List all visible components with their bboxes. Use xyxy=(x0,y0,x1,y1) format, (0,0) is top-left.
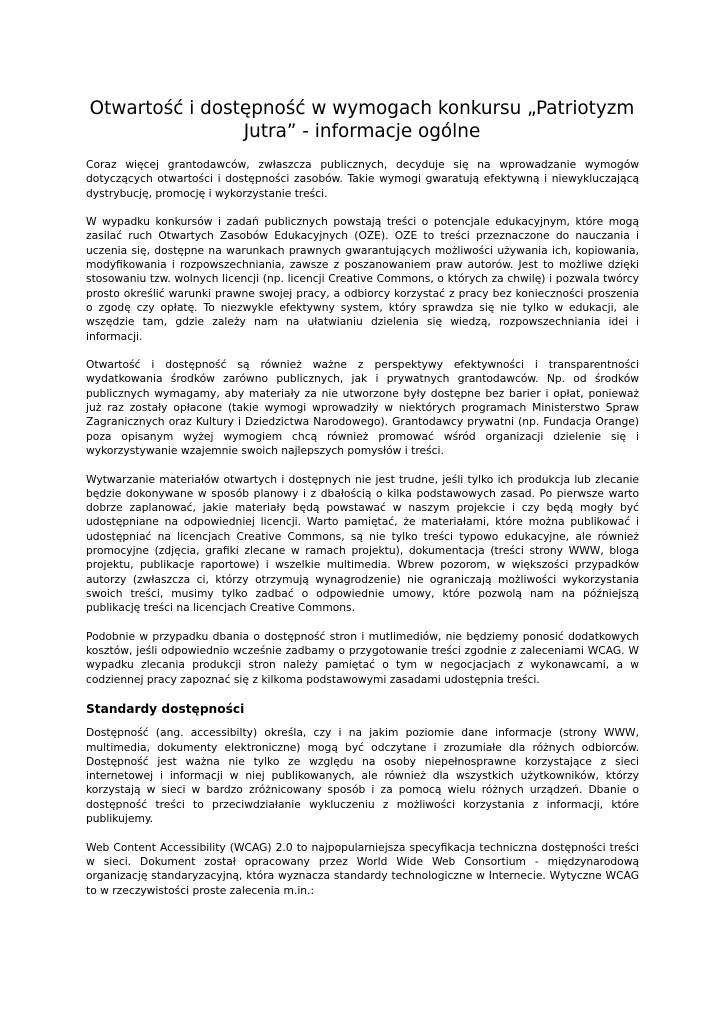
paragraph-accessibility-costs: Podobnie w przypadku dbania o dostępność stron i mutlimediów, nie będziemy ponosić dodatkowych kosztów, jeśli odpowiednio wcześnie zadbamy o przygotowanie treści zgodnie z zaleceniami WCAG. W wypadku zlecania produkcji stron należy pamiętać o tym w negocjacjach z wykonawcami, a w codziennej pracy zapoznać się z kilkoma podstawowymi zasadami udostępnia treści. xyxy=(86,629,639,686)
document-title: Otwartość i dostępność w wymogach konkursu „Patriotyzm Jutra” - informacje ogólne xyxy=(89,98,635,142)
paragraph-transparency: Otwartość i dostępność są również ważne z perspektywy efektywności i transparentności wydatkowania środków zarówno publicznych, jak i prywatnych grantodawców. Np. od środków publicznych wymagamy, aby materiały za nie utworzone były dostępne bez barier i opłat, ponieważ już raz zostały opłacone (takie wymogi wprowadziły w niektórych programach Ministerstwo Spraw Zagranicznych oraz Kultury i Dziedzictwa Narodowego). Grantodawcy prywatni (np. Fundacja Orange) poza opisanym wyżej wymogiem chcą również promować wśród organizacji dzielenie się i wykorzystywanie wzajemnie swoich najlepszych pomysłów i treści. xyxy=(86,358,639,457)
paragraph-wcag: Web Content Accessibility (WCAG) 2.0 to najpopularniejsza specyfikacja techniczna dostępności treści w sieci. Dokument został opracowany przez World Wide Web Consortium - międzynarodową organizację standaryzacyjną, która wyznacza standardy technologiczne w Internecie. Wytyczne WCAG to w rzeczywistości proste zalecenia m.in.: xyxy=(86,840,639,897)
paragraph-oze: W wypadku konkursów i zadań publicznych powstają treści o potencjale edukacyjnym, które mogą zasilać ruch Otwartych Zasobów Edukacyjnych (OZE). OZE to treści przeznaczone do nauczania i uczenia się, dostępne na warunkach prawnych gwarantujących możliwości używania ich, kopiowania, modyfikowania i rozpowszechniania, zawsze z poszanowaniem praw autorów. Jest to możliwe dzięki stosowaniu tzw. wolnych licencji (np. licencji Creative Commons, o których za chwilę) i pozwala twórcy prosto określić warunki prawne swojej pracy, a odbiorcy korzystać z pracy bez konieczności proszenia o zgodę czy opłatę. To niezwykle efektywny system, który sprawdza się nie tylko w edukacji, ale wszędzie tam, gdzie zależy nam na ułatwianiu dzielenia się wiedzą, rozpowszechniania idei i informacji. xyxy=(86,215,639,343)
paragraph-intro: Coraz więcej grantodawców, zwłaszcza publicznych, decyduje się na wprowadzanie wymogów dotyczących otwartości i dostępności zasobów. Takie wymogi gwaratują efektywną i niewykluczającą dystrybucję, promocję i wykorzystanie treści. xyxy=(86,158,639,200)
paragraph-production: Wytwarzanie materiałów otwartych i dostępnych nie jest trudne, jeśli tylko ich produkcja lub zlecanie będzie dokonywane w sposób planowy i z dbałością o kilka podstawowych zasad. Po pierwsze warto dobrze zaplanować, jakie materiały będą powstawać w naszym projekcie i czy będą mogły być udostępniane na odpowiedniej licencji. Warto pamiętać, że materiałami, które można publikować i udostępniać na licencjach Creative Commons, są nie tylko treści typowo edukacyjne, ale również promocyjne (zdjęcia, grafiki zlecane w ramach projektu), dokumentacja (treści strony WWW, bloga projektu, publikacje raportowe) i wszelkie multimedia. Wbrew pozorom, w większości przypadków autorzy (zwłaszcza ci, którzy otrzymują wynagrodzenie) nie ograniczają możliwości wykorzystania swoich treści, musimy tylko zadbać o odpowiednie umowy, które pozwolą nam na późniejszą publikację treści na licencjach Creative Commons. xyxy=(86,472,639,615)
paragraph-accessibility-definition: Dostępność (ang. accessibilty) określa, czy i na jakim poziomie dane informacje (strony WWW, multimedia, dokumenty elektroniczne) mogą być odczytane i zrozumiałe dla różnych odbiorców. Dostępność jest ważna nie tylko ze względu na osoby niepełnosprawne korzystające z sieci internetowej i informacji w niej publikowanych, ale również dla wszystkich użytkowników, którzy korzystają w sieci w bardzo zróżnicowany sposób i za pomocą wielu różnych urządzeń. Dbanie o dostępność treści to przeciwdziałanie wykluczeniu z możliwości korzystania z informacji, które publikujemy. xyxy=(86,726,639,826)
document-body xyxy=(86,158,639,912)
section-heading: Standardy dostępności xyxy=(86,702,245,717)
